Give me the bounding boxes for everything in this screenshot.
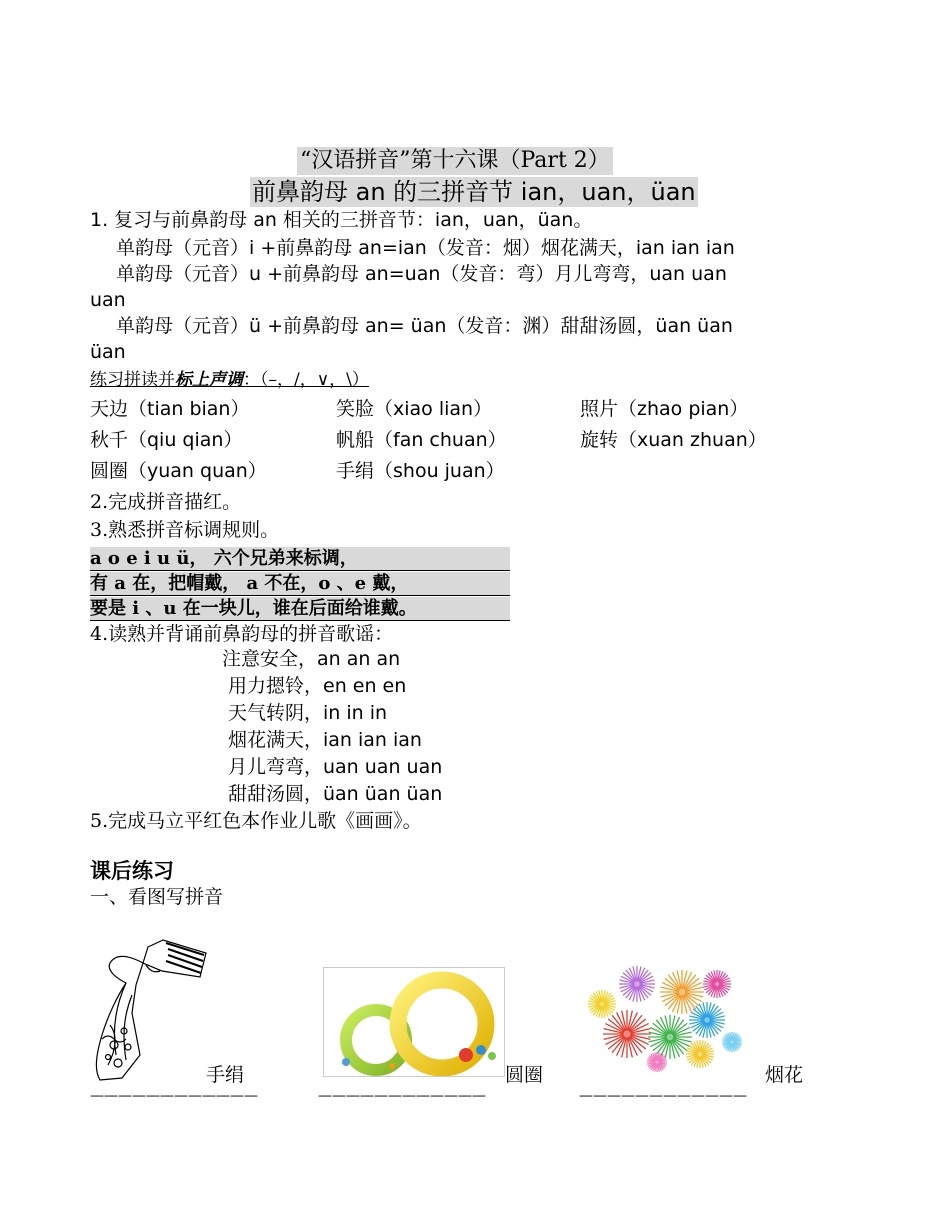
tone-rhyme-line-3: 要是 i 、u 在一块儿，谁在后面给谁戴。 bbox=[90, 597, 510, 621]
word-xuanzhuan: 旋转（xuan zhuan） bbox=[580, 429, 767, 451]
title-line-2: 前鼻韵母 an 的三拼音节 ian，uan，üan bbox=[252, 178, 696, 206]
tone-rhyme-line-1: a o e i u ü， 六个兄弟来标调， bbox=[90, 547, 510, 571]
label-fireworks: 烟花 bbox=[765, 1064, 804, 1086]
word-qiuqian: 秋千（qiu qian） bbox=[90, 429, 243, 451]
tone-rhyme-line-2: 有 a 在，把帽戴， a 不在，o 、e 戴， bbox=[90, 572, 510, 596]
song-line-1: 注意安全，an an an bbox=[222, 648, 401, 670]
answer-blank-3[interactable]: ———————————— bbox=[579, 1088, 747, 1104]
word-xiaolian: 笑脸（xiao lian） bbox=[336, 398, 493, 420]
song-line-2: 用力摁铃，en en en bbox=[228, 675, 407, 697]
section-1-heading bbox=[90, 208, 592, 232]
title-line-1: “汉语拼音”第十六课（Part 2） bbox=[297, 147, 613, 175]
fireworks-image bbox=[582, 962, 747, 1074]
word-fanchuan: 帆船（fan chuan） bbox=[336, 429, 507, 451]
word-yuanquan: 圆圈（yuan quan） bbox=[90, 460, 267, 482]
practice-instruction bbox=[90, 368, 369, 392]
rings-image bbox=[323, 967, 505, 1077]
rule-uan: 单韵母（元音）u +前鼻韵母 an=uan（发音：弯）月儿弯弯，uan uan bbox=[116, 263, 727, 285]
word-shoujuan: 手绢（shou juan） bbox=[336, 460, 505, 482]
label-handkerchief: 手绢 bbox=[206, 1064, 245, 1086]
word-zhaopian: 照片（zhao pian） bbox=[580, 398, 749, 420]
section-4-heading: 4.读熟并背诵前鼻韵母的拼音歌谣： bbox=[90, 623, 394, 645]
answer-blank-2[interactable]: ———————————— bbox=[318, 1088, 486, 1104]
practice-suffix: ：（–，/，∨，\） bbox=[243, 370, 369, 390]
section-1-heading-text: 1. 复习与前鼻韵母 an 相关的三拼音节：ian，uan，üan。 bbox=[90, 209, 593, 231]
rule-ian: 单韵母（元音）i +前鼻韵母 an=ian（发音：烟）烟花满天，ian ian ian bbox=[116, 237, 735, 259]
song-line-4: 烟花满天，ian ian ian bbox=[228, 729, 422, 751]
handkerchief-image bbox=[88, 935, 213, 1085]
rule-uan-umlaut: 单韵母（元音）ü +前鼻韵母 an= üan（发音：渊）甜甜汤圆，üan üan bbox=[116, 315, 733, 337]
label-rings: 圆圈 bbox=[505, 1064, 544, 1086]
answer-blank-1[interactable]: ———————————— bbox=[90, 1088, 258, 1104]
word-tianbian: 天边（tian bian） bbox=[90, 398, 250, 420]
rule-uan-wrap: uan bbox=[90, 289, 126, 311]
section-2: 2.完成拼音描红。 bbox=[90, 491, 242, 513]
section-3-heading: 3.熟悉拼音标调规则。 bbox=[90, 519, 280, 541]
homework-subtitle: 一、看图写拼音 bbox=[90, 886, 224, 908]
practice-bold: 标上声调 bbox=[175, 370, 243, 390]
song-line-5: 月儿弯弯，uan uan uan bbox=[228, 756, 443, 778]
song-line-6: 甜甜汤圆，üan üan üan bbox=[228, 783, 443, 805]
song-line-3: 天气转阴，in in in bbox=[228, 702, 388, 724]
section-5: 5.完成马立平红色本作业儿歌《画画》。 bbox=[90, 810, 422, 832]
practice-prefix: 练习拼读并 bbox=[90, 370, 175, 390]
rule-uan-umlaut-wrap: üan bbox=[90, 341, 126, 363]
homework-title: 课后练习 bbox=[90, 859, 174, 883]
